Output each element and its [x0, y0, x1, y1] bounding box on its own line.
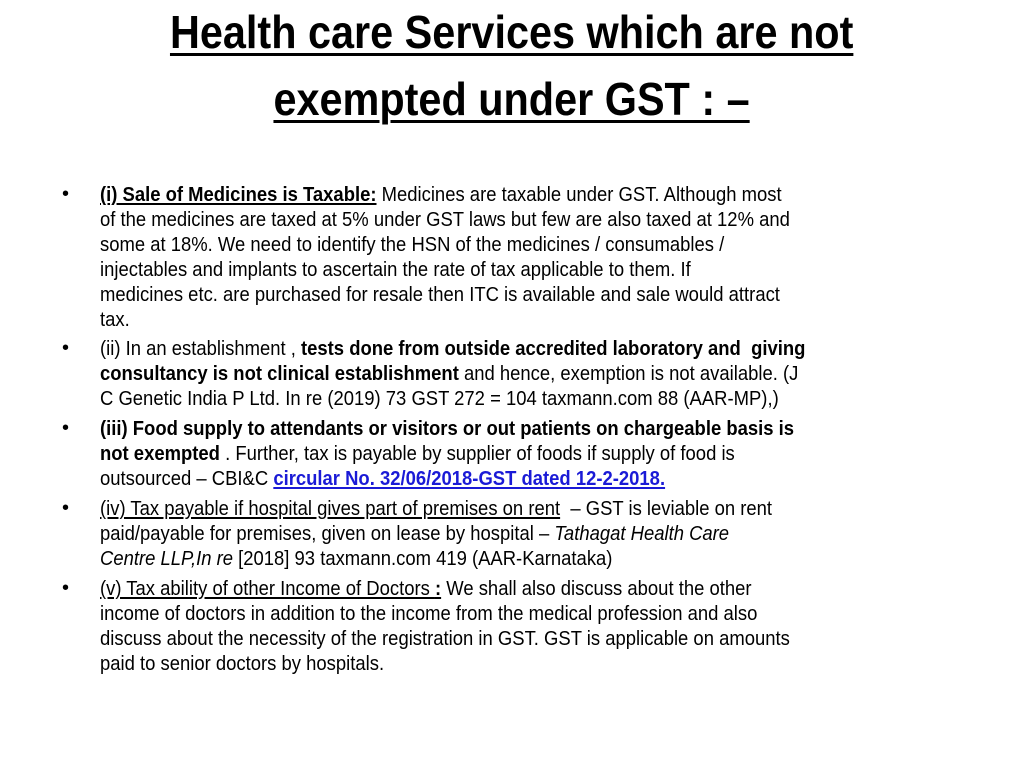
text-segment: paid to senior doctors by hospitals. — [100, 652, 385, 675]
bullet-text-line — [100, 282, 780, 307]
bullet-text-line — [100, 651, 384, 676]
bullet-text-line — [100, 416, 794, 441]
bullet-icon: • — [62, 337, 70, 359]
bullet-text-line — [100, 307, 130, 332]
slide-title-line-1 — [0, 4, 1024, 60]
bullet-text-line — [100, 496, 772, 521]
text-segment: and hence, exemption is not available. (J — [458, 362, 799, 385]
text-segment: paid/payable for premises, given on lease by hospital – — [100, 522, 555, 545]
bullet-text-line — [100, 441, 735, 466]
bullet-text-line — [100, 521, 729, 546]
title-text: Health care Services which are not — [170, 6, 854, 58]
text-segment: . Further, tax is payable by supplier of foods if supply of food is — [219, 442, 735, 465]
text-segment: tests done from outside accredited laboratory and giving — [300, 337, 806, 360]
text-segment: Centre LLP,In re — [100, 547, 234, 570]
bullet-text-line — [100, 336, 805, 361]
bullet-text-line — [100, 257, 691, 282]
bullet-text-line — [100, 466, 665, 491]
text-segment: discuss about the necessity of the registration in GST. GST is applicable on amounts — [100, 627, 790, 650]
text-segment: C Genetic India P Ltd. In re (2019) 73 GST 272 = 104 taxmann.com 88 (AAR-MP),) — [100, 387, 779, 410]
bullet-icon: • — [62, 577, 70, 599]
bullet-text-line — [100, 232, 724, 257]
text-segment: (i) Sale of Medicines is Taxable: — [100, 183, 377, 206]
text-segment: We shall also discuss about the other — [441, 577, 752, 600]
text-segment: : — [434, 577, 442, 600]
bullet-text-line — [100, 576, 752, 601]
text-segment: consultancy is not clinical establishment — [100, 362, 459, 385]
text-segment: (ii) In an establishment , — [100, 337, 301, 360]
text-segment: Tathagat Health Care — [554, 522, 730, 545]
text-segment: not exempted — [100, 442, 220, 465]
slide-title-line-2 — [0, 71, 1024, 127]
text-segment: income of doctors in addition to the income from the medical profession and also — [100, 602, 758, 625]
text-segment: some at 18%. We need to identify the HSN of the medicines / consumables / — [100, 233, 725, 256]
bullet-icon: • — [62, 183, 70, 205]
text-segment: injectables and implants to ascertain the rate of tax applicable to them. If — [100, 258, 691, 281]
bullet-text-line — [100, 626, 790, 651]
text-segment: tax. — [100, 308, 130, 331]
text-segment: (iv) Tax payable if hospital gives part of premises on rent — [100, 497, 561, 520]
text-segment: outsourced – CBI&C — [100, 467, 274, 490]
bullet-icon: • — [62, 417, 70, 439]
text-segment: Medicines are taxable under GST. Although most — [376, 183, 782, 206]
bullet-text-line — [100, 601, 757, 626]
bullet-icon: • — [62, 497, 70, 519]
bullet-text-line — [100, 182, 782, 207]
title-text: exempted under GST : – — [273, 73, 751, 125]
bullet-text-line — [100, 361, 798, 386]
text-segment: medicines etc. are purchased for resale then ITC is available and sale would attract — [100, 283, 780, 306]
circular-link[interactable]: circular No. 32/06/2018-GST dated 12-2-2018. — [273, 467, 666, 490]
text-segment: of the medicines are taxed at 5% under GST laws but few are also taxed at 12% and — [100, 208, 790, 231]
text-segment: – GST is leviable on rent — [560, 497, 773, 520]
bullet-text-line — [100, 207, 790, 232]
text-segment: (iii) Food supply to attendants or visitors or out patients on chargeable basis is — [100, 417, 795, 440]
text-segment: [2018] 93 taxmann.com 419 (AAR-Karnataka) — [233, 547, 613, 570]
bullet-text-line — [100, 546, 612, 571]
text-segment: (v) Tax ability of other Income of Doctors — [100, 577, 435, 600]
bullet-text-line — [100, 386, 779, 411]
